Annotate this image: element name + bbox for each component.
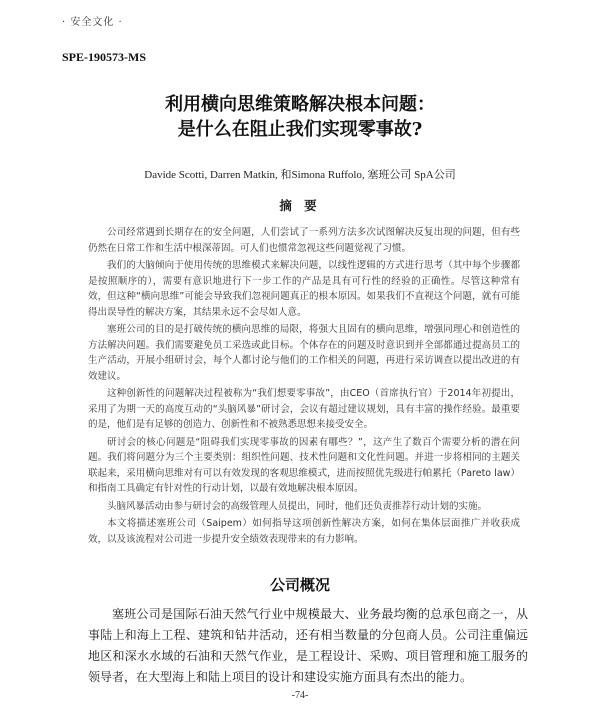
title-line-1: 利用横向思维策略解决根本问题： <box>165 94 435 115</box>
abstract-paragraph: 本文将描述塞班公司（Saipem）如何指导这项创新性解决方案，如何在集体层面推广并收获成效，以及该流程对公司进一步提升安全绩效表现带来的有力影响。 <box>88 518 520 545</box>
abstract-body <box>88 225 520 549</box>
title-line-2: 是什么在阻止我们实现零事故? <box>177 119 423 140</box>
paper-title <box>40 92 560 142</box>
abstract-paragraph: 我们的大脑倾向于使用传统的思维模式来解决问题，以线性逻辑的方式进行思考（其中每个步骤都是按照顺序的），需要有意识地进行下一步工作的产品是具有可行性的经验的正确性。尽管这种常有效，但这种“横向思维”可能会导致我们忽视问题真正的根本原因。如果我们不直视这个问题，就有可能得出误导性的解决方案，其结果永远不会尽如人意。 <box>88 260 520 318</box>
abstract-paragraph: 公司经常遇到长期存在的安全问题，人们尝试了一系列方法多次试图解决反复出现的问题，但有些仍然在日常工作和生活中根深蒂固。可人们也惯常忽视这些问题觉视了习惯。 <box>88 227 520 254</box>
abstract-paragraph: 研讨会的核心问题是“阻碍我们实现零事故的因素有哪些？”，这产生了数百个需要分析的潜在问题。我们将问题分为三个主要类别：组织性问题、技术性问题和文化性问题。并进一步将相同的主题关联起来，采用横向思维对有可以有效发现的客观思维模式，进而按照优先级进行帕累托（Pareto law）和指南工具确定有针对性的行动计划，以最有效地解决根本原因。 <box>88 436 520 494</box>
journal-section-label: · 安全文化 · <box>62 17 123 28</box>
paper-id: SPE-190573-MS <box>62 50 146 64</box>
abstract-paragraph: 这种创新性的问题解决过程被称为“我们想要零事故”，由CEO（首席执行官）于2014年初提出，采用了为期一天的高度互动的“头脑风暴”研讨会，会议有超过建议规划，具有丰富的操作经验。最重要的是，他们是有足够的创造力、创新性和不被熟悉思想来接受安全。 <box>88 388 520 430</box>
author-line: Davide Scotti, Darren Matkin, 和Simona Ruffolo, 塞班公司 SpA公司 <box>144 169 456 181</box>
section-heading: 公司概况 <box>269 576 330 594</box>
page-number: -74- <box>291 690 309 701</box>
abstract-heading: 摘 要 <box>279 198 321 213</box>
abstract-paragraph: 头脑风暴活动由参与研讨会的高级管理人员提出，同时，他们还负责推荐行动计划的实施。 <box>107 500 488 512</box>
abstract-paragraph: 塞班公司的目的是打破传统的横向思维的局限，将强大且固有的横向思维，增强同理心和创造性的方法解决问题。我们需要避免员工采选或此目标。个体存在的问题及时意识到并全部都通过提高员工的生产活动，开展小组研讨会，每个人都讨论与他们的工作相关的问题，再进行采访调查以提出改进的有效建议。 <box>88 324 520 382</box>
section-body: 塞班公司是国际石油天然气行业中规模最大、业务最均衡的总承包商之一，从事陆上和海上工程、建筑和钻井活动，还有相当数量的分包商人员。公司注重偏远地区和深水水域的石油和天然气作业，是工程设计、采购、项目管理和施工服务的领导者，在大型海上和陆上项目的设计和建设实施方面具有杰出的能力。 <box>88 607 528 684</box>
